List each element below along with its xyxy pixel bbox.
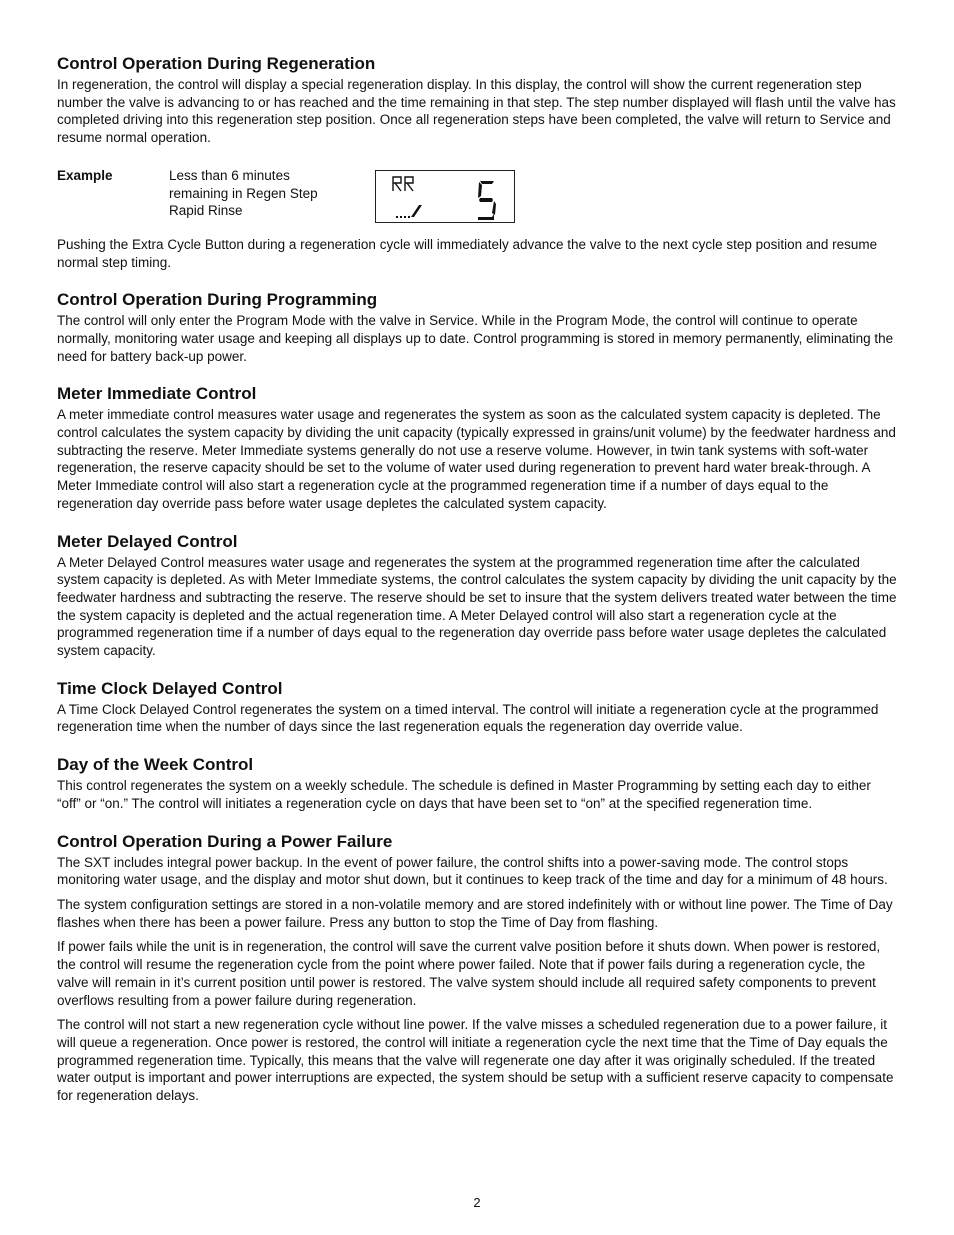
paragraph-regeneration: In regeneration, the control will display a special regeneration display. In this display, the control will show the current regeneration step number the valve is advancing to or has reached and the time remaining in that step. The step number displayed will flash until the valve has completed driving into this regeneration step position. Once all regeneration steps have been completed, the valve will return to Service and resume normal operation. — [57, 77, 896, 146]
paragraph-power-failure-1: The SXT includes integral power backup. In the event of power failure, the control shifts into a power-saving mode. The control stops monitoring water usage, and the display and motor shut down, but it continues to keep track of the time and day for a minimum of 48 hours. — [57, 854, 888, 888]
paragraph-power-failure-3: If power fails while the unit is in regeneration, the control will save the current valve position before it shuts down. When power is restored, the control will resume the regeneration cycle from the point where power failed. Note that if power fails during a regeneration cycle, the valve will remain in it’s current position until power is restored. The valve system should include all required safety components to prevent overflows resulting from a power failure during regeneration. — [57, 939, 881, 1008]
paragraph-extra-cycle: Pushing the Extra Cycle Button during a regeneration cycle will immediately advance the valve to the next cycle step position and resume normal step timing. — [57, 236, 878, 270]
lcd-segments — [376, 171, 516, 224]
lcd-step-number — [478, 181, 496, 220]
lcd-step-code — [393, 177, 413, 191]
paragraph-meter-immediate: A meter immediate control measures water usage and regenerates the system as soon as the calculated system capacity is depleted. The control calculates the system capacity by dividing the unit capacity (typically expressed in grains/unit volume) by the feedwater hardness and subtracting the reserve. Meter Immediate systems generally do not use a reserve volume. However, in twin tank systems with soft-water regeneration, the reserve capacity should be set to the volume of water used during regeneration to prevent hard water break-through. A Meter Immediate control will also start a regeneration cycle at the programmed regeneration time if a number of days equal to the regeneration day override pass before water usage depletes the calculated system capacity. — [57, 407, 896, 511]
section-power-failure — [57, 832, 897, 1105]
heading-time-clock: Time Clock Delayed Control — [57, 678, 283, 698]
paragraph-power-failure-4: The control will not start a new regeneration cycle without line power. If the valve misses a scheduled regeneration due to a power failure, it will queue a regeneration. Once power is restored, the control will initiate a regeneration cycle the next time that the Time of Day equals the programmed regeneration time. Typically, this means that the valve will regenerate one day after it was originally scheduled. If the treated water output is important and power interruptions are expected, the system should be setup with a sufficient reserve capacity to compensate for regeneration delays. — [57, 1017, 894, 1104]
example-label: Example — [57, 167, 113, 183]
section-meter-immediate — [57, 384, 897, 512]
document-page — [57, 54, 897, 1105]
heading-meter-immediate: Meter Immediate Control — [57, 384, 257, 404]
section-day-of-week — [57, 755, 897, 812]
lcd-time-indicator — [396, 205, 422, 218]
paragraph-day-of-week: This control regenerates the system on a weekly schedule. The schedule is defined in Master Programming by setting each day to either “off” or “on.” The control will initiates a regeneration cycle on days that have been set to “on” at the specified regeneration time. — [57, 778, 871, 811]
section-programming — [57, 290, 897, 365]
heading-programming: Control Operation During Programming — [57, 290, 378, 310]
lcd-display — [375, 170, 515, 223]
section-regeneration — [57, 54, 897, 271]
heading-regeneration: Control Operation During Regeneration — [57, 54, 376, 73]
paragraph-power-failure-2: The system configuration settings are stored in a non-volatile memory and are stored indefinitely with or without line power. The Time of Day flashes when there has been a power failure. Press any button to stop the Time of Day from flashing. — [57, 896, 893, 930]
paragraph-programming: The control will only enter the Program Mode with the valve in Service. While in the Program Mode, the control will continue to operate normally, monitoring water usage and keeping all displays up to date. Control programming is stored in memory permanently, eliminating the need for battery back-up power. — [57, 313, 894, 364]
example-description: Less than 6 minutes remaining in Regen Step Rapid Rinse — [169, 167, 318, 219]
example-block — [57, 167, 897, 223]
section-time-clock — [57, 679, 897, 736]
heading-power-failure: Control Operation During a Power Failure — [57, 831, 393, 851]
page-number: 2 — [473, 1195, 481, 1210]
paragraph-meter-delayed: A Meter Delayed Control measures water usage and regenerates the system at the programmed regeneration time after the calculated system capacity is depleted. As with Meter Immediate systems, the control calculates the system capacity by dividing the unit capacity by the feedwater hardness and subtracting the reserve. The reserve should be set to insure that the system delivers treated water between the time the system capacity is depleted and the actual regeneration time. A Meter Delayed control will also start a regeneration cycle at the programmed regeneration time if a number of days equal to the regeneration day override pass before water usage depletes the calculated system capacity. — [57, 554, 897, 659]
paragraph-time-clock: A Time Clock Delayed Control regenerates the system on a timed interval. The control will initiate a regeneration cycle at the programmed regeneration time when the number of days since the last regeneration equals the regeneration day override value. — [57, 701, 879, 735]
section-meter-delayed — [57, 532, 897, 660]
heading-day-of-week: Day of the Week Control — [57, 755, 254, 775]
heading-meter-delayed: Meter Delayed Control — [57, 531, 238, 551]
